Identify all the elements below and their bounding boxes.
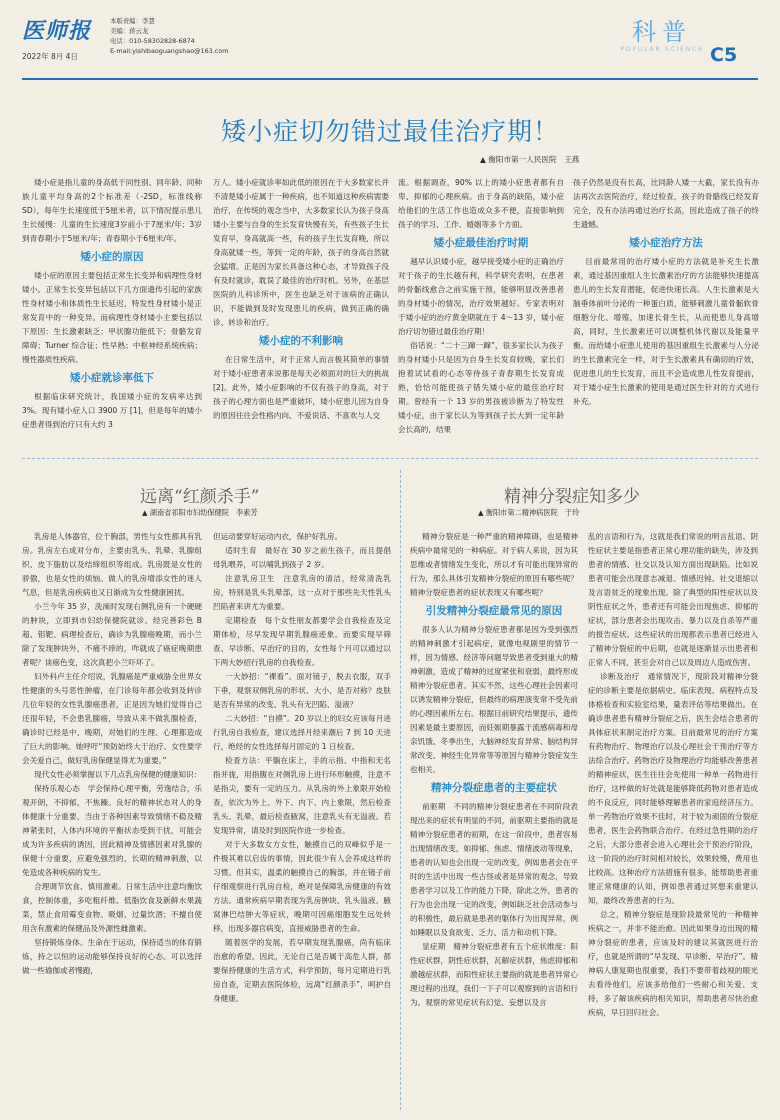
article2-column-2	[213, 530, 391, 1115]
article1-column-2	[213, 176, 389, 448]
paragraph: 孩子仍然是没有长高，比同龄人矮一大截，家长没有办法再次去医院治疗，经过检查，孩子的骨骼线已经发育完全，没有办法再通过治疗长高，因此造成了孩子的终生遗憾。	[573, 178, 759, 229]
section-cn: 科普	[632, 18, 692, 46]
editor-line: 本版责编：李慧	[110, 17, 155, 25]
article1-title: 矮小症切勿错过最佳治疗期！	[220, 117, 559, 146]
paragraph: 保持乐观心态 学会保持心理平衡，劳逸结合，乐观开朗，不抑郁，不焦躁。良好的精神状态对人的身体健康十分重要，当由于各种因素导致情绪不稳及精神紧张时，人体内环境的平衡状态受到干扰，可能会成为许多疾病的诱因，因此精神及情感因素对乳腺的保健十分重要，应避免强烈的、长期的精神刺激，以免造成各种疾病的发生。	[22, 784, 202, 877]
paragraph: 适时生育 最好在 30 岁之前生孩子，而且提倡母乳喂养，可以哺乳到孩子 2 岁。	[213, 546, 391, 569]
paragraph: 检查方法：平躺在床上，手的示指、中指和无名指并拢，用指腹在对侧乳房上进行环形触摸，注意不是指尖，要有一定的压力。从乳房的外上象限开始检查，依次为外上、外下、内下、内上象限，然后检查乳头、乳晕，最后检查腋窝，注意乳头有无溢液。若发现异常，请及时到医院作进一步检查。	[213, 756, 391, 835]
paragraph: 矮小症的原因主要包括正常生长变异和病理性身材矮小。正常生长变异包括以下几方面遗传引起的家族性身材矮小和体质性生长延迟，特发性身材矮小是正常发育中的一种变异。而病理性身材矮小主要包括以下原因：生长激素缺乏；甲状腺功能低下；骨骼发育障碍；Turner 综合征；性早熟；中枢神经系统疾病；慢性器质性疾病。	[22, 271, 202, 364]
subheading: 引发精神分裂症最常见的原因	[425, 605, 563, 617]
issue-date: 2022年 8月 4日	[22, 52, 78, 61]
paragraph: 注意乳房卫生 注意乳房的清洁，经常清洗乳房，特别是乳头乳晕部，这一点对于那些先天性乳头凹陷者来讲尤为重要。	[213, 574, 391, 611]
paragraph: 乳房是人体器官，位于胸部，男性与女性都具有乳房。乳房左右成对分布，主要由乳头、乳晕、乳腺组织、皮下脂肪以及结缔组织等组成。乳房既是女性的骄傲，也是女性的烦恼。做人的乳房增添女性的迷人气息，但是乳房疾病也又日渐成为女性健康困扰。	[22, 532, 202, 597]
paragraph: 随着医学的发展，若早期发现乳腺癌，尚有临床治愈的希望。因此，无论自己是否属于高危人群，都要保持健康的生活方式，科学预防，每月定期进行乳房自查，定期去医院体检，远离“红颜杀手”，呵护自身健康。	[213, 938, 391, 1003]
article2-title: 远离“红颜杀手”	[140, 487, 260, 507]
paragraph: 前驱期 不同的精神分裂症患者在不同阶段表现出来的症状有明显的不同，前驱期主要指的就是精神分裂症患者的初期，在这一阶段中，患者容易出现情绪改变，如抑郁、焦虑、情绪波动等现象，患者的认知也会出现一定的改变，例如患者会在平时的生活中出现一些古怪或者是异常的观念，导致患者学习以及工作的能力下降，除此之外，患者的行为也会出现一定的改变，例如缺乏社会活动参与的积极性，最后就是患者的躯体行为出现异常，例如睡眠以及食欲变、乏力、活力和动机下降。	[410, 802, 578, 937]
paragraph: 一大妙招：“裸看”。面对镜子，脱去衣服，双手下垂，观察双侧乳房的形状、大小、是否对称？皮肤是否有异常的改变、乳头有无凹陷、溢液？	[213, 672, 391, 709]
paragraph: 但运动要穿好运动内衣，保护好乳房。	[213, 532, 343, 541]
section-label	[612, 12, 712, 53]
editor-info	[110, 16, 330, 56]
subheading: 精神分裂症患者的主要症状	[431, 782, 557, 794]
paragraph: 乱的言语和行为，这就是我们常说的明言乱语。阴性症状主要是指患者正常心理功能的缺失，涉及到患者的情感、社交以及认知方面出现缺陷。比如说患者可能会出现意志减退、情感迟钝、社交退缩以及言语贫乏的现象出现。除了典型的阳性症状以及阴性症状之外，患者还有可能会出现焦虑、抑郁的症状，部分患者会出现攻击、暴力以及自杀等严重的报告症状。这些症状的出现都表示患者已经进入了精神分裂症的中后期，也就是逐渐显示出患者和正常人不同，甚至会对自己以及周边人造成伤害。	[588, 532, 758, 667]
paragraph: 诊断及治疗 通常情况下，现阶段对精神分裂症的诊断主要是依据病史、临床表现、病程特点及体格检查和实验室结果，量表评估等结果做出。在确诊患者患有精神分裂症之后，医生会结合患者的具体症状来制定治疗方案。目前最常见的治疗方案有药物治疗、物理治疗以及心理社会干预治疗等方法综合治疗。药物治疗及物理治疗均能够改善患者的精神症状，医生往往会先使用一种单一药物进行治疗，这样做的好处就是能够降低药物对患者造成的不良反应，同时能够理解患者的家庭经济压力。单一药物治疗效果不佳时，对于较为顽固的分裂症患者，医生会药物联合治疗。在经过急性期的治疗之后，大部分患者会进入心理社会干预治疗阶段，这一阶段的治疗时间相对较长，效果较慢，费用也比较高。这种治疗方法措施有很多，能帮助患者重建正常健康的认知，例如患者通过冥想来重建认知，最终改善患者的行为。	[588, 672, 758, 905]
paragraph: 矮小症是指儿童的身高低于同性别、同年龄、同种族儿童平均身高的2个标准差（-2SD，标准线称SD），每年生长速度低于5厘米者，以下情况提示患儿生长缓慢：儿童的生长速度3岁前小于7厘米/年；3岁到青春期小于5厘米/年；青春期小于6厘米/年。	[22, 178, 202, 243]
article3-column-1	[410, 530, 578, 1115]
article2-column-1	[22, 530, 202, 1115]
subheading: 矮小症最佳治疗时期	[433, 237, 529, 249]
paragraph: 总之，精神分裂症是现阶段最常见的一种精神疾病之一，并非不能治愈。因此如果身边出现的精神分裂症的患者，应该及时的建议其就医进行治疗，也就是所谓的“早发现、早诊断、早治疗”。精神病人康复期也很重要，我们不要带着歧视的眼光去看待他们，应该多给他们一些耐心和关爱、支持，多了解该疾病的相关知识，帮助患者尽快治愈疾病，早日回归社会。	[588, 910, 758, 1017]
paragraph: 流。根据调查，90% 以上的矮小症患者都有自卑、抑郁的心理疾病。由于身高的缺陷，矮小症给他们的生活工作也造成众多不便，直接影响到孩子的学习、工作、婚姻等多个方面。	[398, 178, 564, 229]
column-divider	[400, 470, 401, 1110]
phone-line: 电话：010-58302828-6874	[110, 37, 195, 45]
paragraph: 很多人认为精神分裂症患者都是因为受到强烈的精神刺激才引起病症，就像电视剧里的情节一样，因为情感、经济等问题导致患者受到重大的精神刺激，造成了精神的过度紧张和衰弱，最终形成精神分裂症患者。其实不然，这些心理社会因素可以诱发精神分裂症，但最终的病理演变常不受先前的心理因素所左右。根据目前研究结果提示，遗传因素是最主要原因，而妊娠期暴露于流感病毒和母亲饥饿、冬季出生，大脑神经发育异常、脑结构异常改变、神经生化异常等等原因与精神分裂症发生也相关。	[410, 625, 578, 774]
section-en: POPULAR SCIENCE	[620, 45, 704, 53]
story-divider	[22, 458, 758, 459]
paragraph: 妇外科卢主任介绍说，乳腺癌是严重威胁全世界女性健康的头号恶性肿瘤，在门诊每年都会收到及转诊几位年轻的女性乳腺癌患者，正是因为她们觉得自己还很年轻，不会患乳腺癌，导致从来不做乳腺检查，确诊时已经是中、晚期，对她们的生理、心理都造成了巨大的影响。她呼吁“预防始终大于治疗、女性要学会关爱自己，做好乳房保健显得尤为重要。”	[22, 672, 202, 765]
paragraph: 显症期 精神分裂症患者有五个症状维度：阳性症状群，阴性症状群，瓦解症状群，焦虑抑郁和激越症状群，而阳性症状主要指的就是患者异常心理过程的出现，我们一下子可以观察到的言语和行为。观察的常见症状有幻觉、妄想以及言	[410, 942, 578, 1007]
article1-column-4	[573, 176, 759, 448]
subheading: 矮小症就诊率低下	[70, 372, 154, 384]
email-line: E-mail:yishibaoguangshao@163.com	[110, 47, 229, 55]
subheading: 矮小症的不利影响	[259, 335, 343, 347]
subheading: 矮小症的原因	[80, 251, 144, 263]
paragraph: 小兰今年 35 岁，洗澡时发现右侧乳房有一个硬硬的肿块，立即到市妇幼保健院就诊。经完善彩色 B 超、钼靶、病理检查后，确诊为乳腺癌晚期，而小兰除了发现肿块外，不痛不痒的，咋就成了癌症晚期患者呢？谈癌色变，这次真把小兰吓坏了。	[22, 602, 202, 667]
article1-column-1	[22, 176, 202, 448]
paragraph: 俗话说：“二十三蹿一蹿”，很多家长认为孩子的身材矮小只是因为自身生长发育较晚，家长们抱着试试看的心态等待孩子青春期生长发育成熟，恰恰可能使孩子错失矮小症的最佳治疗时期。曾经有一个 13 岁的男孩被诊断为了特发性矮小症，由于家长认为等到孩子长大到一定年龄会长高的，结果	[398, 341, 564, 434]
article1-column-3	[398, 176, 564, 448]
paragraph: 精神分裂症是一种严重的精神障碍，也是精神疾病中最常见的一种病症。对于病人来说，因为其思维或者情绪发生变化，所以才有可能出现异常的行为，那么具体引发精神分裂症的原因有哪些呢？精神分裂症患者的症状表现又有哪些呢？	[410, 532, 578, 597]
article1-byline: ▲ 衡阳市第一人民医院 王燕	[480, 155, 580, 164]
masthead-logo	[22, 14, 100, 60]
paragraph: 合理调节饮食、慎用激素。日常生活中注意均衡饮食，控制体重，多吃粗纤维、低脂饮食及新鲜水果蔬菜，禁止食用霉变食物、吸烟、过量饮酒；不擅自使用含有激素的保健品及外源性雌激素。	[22, 882, 202, 933]
subheading: 矮小症治疗方法	[629, 237, 703, 249]
paragraph: 目前最常用的治疗矮小症的方法就是补充生长激素，通过基因重组人生长激素治疗的方法能够快速提高患儿的生长发育潜能，促进快速长高。人生长激素是大脑垂体前叶分泌的一种蛋白质，能够刺激儿童骨骺软骨细胞分化、增殖，加速长骨生长，从而使患儿身高增高，同时，生长激素还可以调整机体代谢以及能量平衡。而给矮小症患儿使用的基因重组生长激素与人分泌的生长激素完全一样，对于生长激素具有确切的疗效，促进患儿的生长发育，而且不会造成患儿性发育提前，对于矮小症生长激素的使用是通过医生针对的方式进行补充。	[573, 257, 759, 406]
article2-byline: ▲ 湖南省祁阳市妇幼保健院 李素芳	[142, 508, 258, 517]
paragraph: 现代女性必须掌握以下几点乳房保健的健康知识：	[34, 770, 202, 779]
paragraph: 二大妙招：“自摸”。20 岁以上的妇女应该每月进行乳房自我检查，建议选择月经来潮后 7 到 10 天进行，绝经的女性选择每月固定的 1 日检查。	[213, 714, 391, 751]
page-number: C5	[710, 44, 738, 66]
designer-line: 美编：蒋云龙	[110, 27, 149, 35]
paragraph: 对于大多数女方女性，触摸自己的双峰似乎是一件极其难以启齿的事情，因此很少有人会养成这样的习惯。但其实，温柔的触摸自己的胸部，并在镜子前仔细观察进行乳房自检，绝对是保障乳房健康的有效方法。通常疾病早期表现为乳房肿块、乳头溢液、腋窝淋巴结肿大等症状，晚期可因癌细胞发生远处转移，出现多器官病变，直接威胁患者的生命。	[213, 840, 391, 933]
paragraph: 坚持锻炼身体。生命在于运动，保持适当的体育锻炼，持之以恒的运动能够保持良好的心态。可以选择做一些瑜伽或者慢跑，	[22, 938, 202, 975]
logo-text: 医师报	[22, 18, 92, 44]
article3-byline: ▲ 衡阳市第二精神病医院 于玲	[478, 508, 580, 517]
article3-column-2	[588, 530, 758, 1115]
paragraph: 越早认识矮小症，越早接受矮小症的正确治疗对于孩子的生长越有利，科学研究表明，在患者的骨骺线愈合之前实施干预，能够明显改善患者的身材矮小的情况，治疗效果越好。专家表明对于矮小症的治疗黄金期就在于 4～13 岁，矮小症治疗切勿错过最佳治疗期！	[398, 257, 564, 336]
article3-title: 精神分裂症知多少	[504, 487, 640, 507]
paragraph: 在日常生活中，对于正常人而言极其简单的事情对于矮小症患者来说都是每天必须面对的巨大的挑战 [2]。此外，矮小症影响的不仅有孩子的身高，对于孩子的心理方面也是严重破坏，矮小症患儿因为自身的原因往往会性格内向、不爱说话、不喜欢与人交	[213, 355, 389, 420]
header-rule	[22, 78, 758, 80]
paragraph: 根据临床研究统计，我国矮小症的发病率达到 3%。现有矮小症人口 3900 万 [1]，但是每年的矮小症患者得到治疗只有大约 3	[22, 392, 202, 429]
paragraph: 定期检查 每个女性朋友都要学会自我检查及定期体检，尽早发现早期乳腺癌迹象。而要实现早筛查、早诊断、早治疗的目的，女性每个月可以通过以下两大妙招行乳房的自我检查。	[213, 616, 391, 667]
paragraph: 万人。矮小症就诊率如此低的原因在于大多数家长并不清楚矮小症属于一种疾病，也不知道这种疾病需要治疗，在传统的观念当中，大多数家长认为孩子身高矮小主要与自身的生长发育快慢有关，有些孩子生长发育早，身高就高一些，有的孩子生长发育晚，所以身高就矮一些，等到一定的年龄，孩子的身高自然就会猛增。正是因为家长具备这种心态，才导致孩子没有及时就诊，耽误了最佳的治疗时机。另外，在基层医院的儿科诊所中，医生也缺乏对于该病的正确认识，不能做到及时发现患儿的疾病，做到正确的确诊、转诊和治疗。	[213, 178, 389, 327]
